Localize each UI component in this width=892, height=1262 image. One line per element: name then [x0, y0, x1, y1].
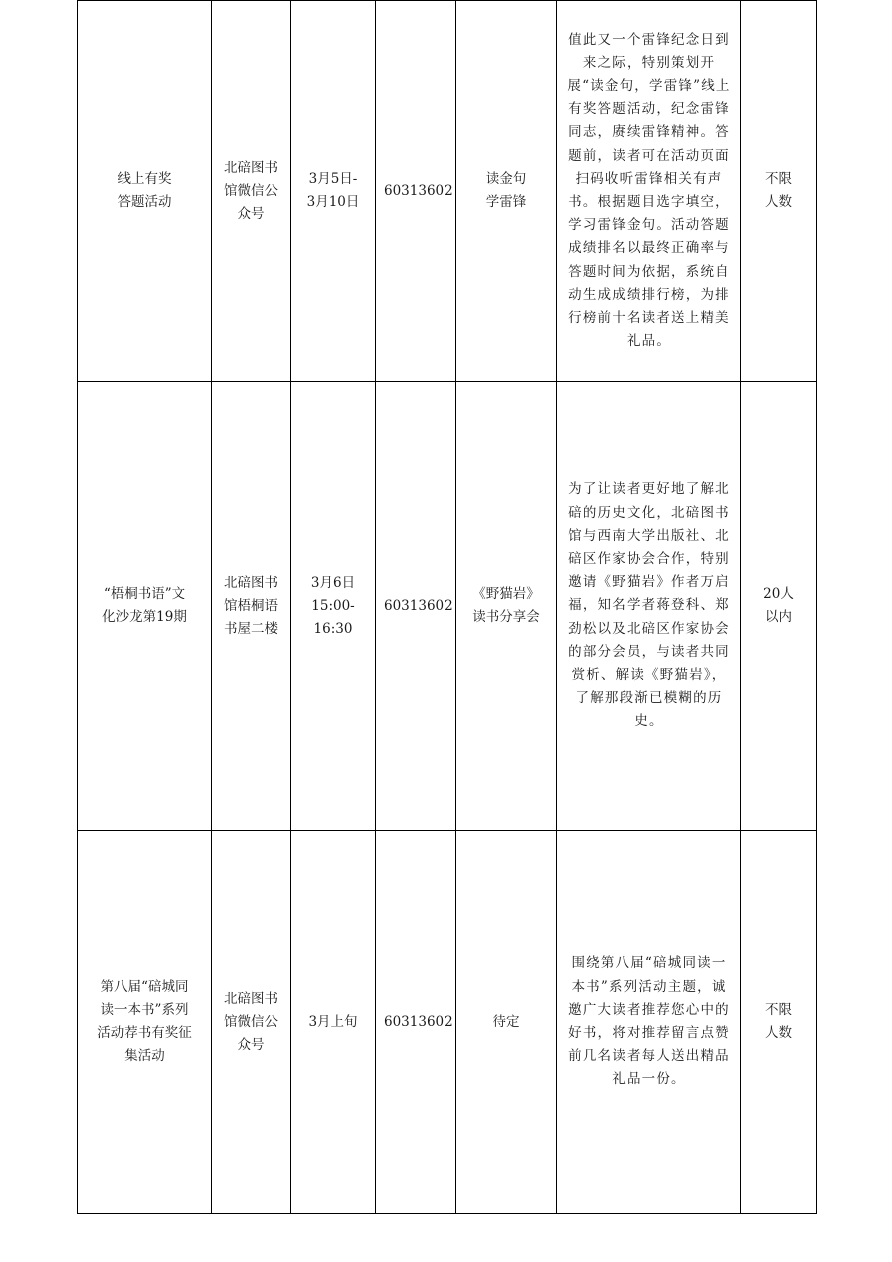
activity-table — [77, 0, 817, 1214]
activity-time: 3月5日- 3月10日 — [306, 171, 360, 210]
activity-phone: 60313602 — [384, 1013, 453, 1030]
description-cell — [557, 382, 741, 831]
table-row — [78, 831, 817, 1214]
activity-phone: 60313602 — [384, 597, 453, 614]
location-cell — [212, 382, 291, 831]
time-cell — [291, 831, 376, 1214]
capacity-cell — [741, 831, 817, 1214]
activity-name: 第八届“碚城同 读一本书”系列 活动荐书有奖征 集活动 — [97, 979, 192, 1064]
activity-description: 值此又一个雷锋纪念日到来之际，特别策划开展“读金句，学雷锋”线上有奖答题活动，纪念雷锋同志，赓续雷锋精神。答题前，读者可在活动页面扫码收听雷锋相关有声书。根据题目选字填空，学习雷锋金句。活动答题成绩排名以最终正确率与答题时间为依据，系统自动生成成绩排行榜，为排行榜前十名读者送上精美礼品。 — [567, 31, 731, 350]
activity-theme: 读金句 学雷锋 — [485, 171, 527, 210]
activity-location: 北碚图书 馆梧桐语 书屋二楼 — [224, 574, 278, 637]
theme-cell — [456, 831, 557, 1214]
activity-capacity: 20人 以内 — [763, 586, 794, 625]
table-row — [78, 382, 817, 831]
capacity-cell — [741, 382, 817, 831]
capacity-cell — [741, 1, 817, 382]
time-cell — [291, 1, 376, 382]
phone-cell — [376, 1, 456, 382]
activity-name-cell — [78, 382, 212, 831]
location-cell — [212, 831, 291, 1214]
activity-name-cell — [78, 1, 212, 382]
theme-cell — [456, 382, 557, 831]
phone-cell — [376, 382, 456, 831]
activity-phone: 60313602 — [384, 182, 453, 199]
table-row — [78, 1, 817, 382]
activity-location: 北碚图书 馆微信公 众号 — [224, 159, 278, 222]
activity-description: 围绕第八届“碚城同读一本书”系列活动主题，诚邀广大读者推荐您心中的好书，将对推荐留言点赞前几名读者每人送出精品礼品一份。 — [568, 955, 730, 1088]
location-cell — [212, 1, 291, 382]
activity-theme: 《野猫岩》 读书分享会 — [472, 586, 540, 625]
activity-time: 3月6日 15:00- 16:30 — [310, 574, 356, 637]
activity-name: 线上有奖 答题活动 — [117, 171, 172, 210]
activity-capacity: 不限 人数 — [765, 171, 792, 210]
theme-cell — [456, 1, 557, 382]
activity-name: “梧桐书语”文 化沙龙第19期 — [102, 586, 187, 625]
activity-name-cell — [78, 831, 212, 1214]
activity-location: 北碚图书 馆微信公 众号 — [224, 990, 278, 1053]
activity-time: 3月上旬 — [308, 1013, 358, 1030]
description-cell — [557, 831, 741, 1214]
time-cell — [291, 382, 376, 831]
activity-capacity: 不限 人数 — [765, 1002, 792, 1041]
activity-theme: 待定 — [492, 1013, 520, 1030]
phone-cell — [376, 831, 456, 1214]
description-cell — [557, 1, 741, 382]
activity-description: 为了让读者更好地了解北碚的历史文化，北碚图书馆与西南大学出版社、北碚区作家协会合作，特别邀请《野猫岩》作者万启福，知名学者蒋登科、郑劲松以及北碚区作家协会的部分会员，与读者共同赏析、解读《野猫岩》，了解那段渐已模糊的历史。 — [568, 481, 730, 730]
